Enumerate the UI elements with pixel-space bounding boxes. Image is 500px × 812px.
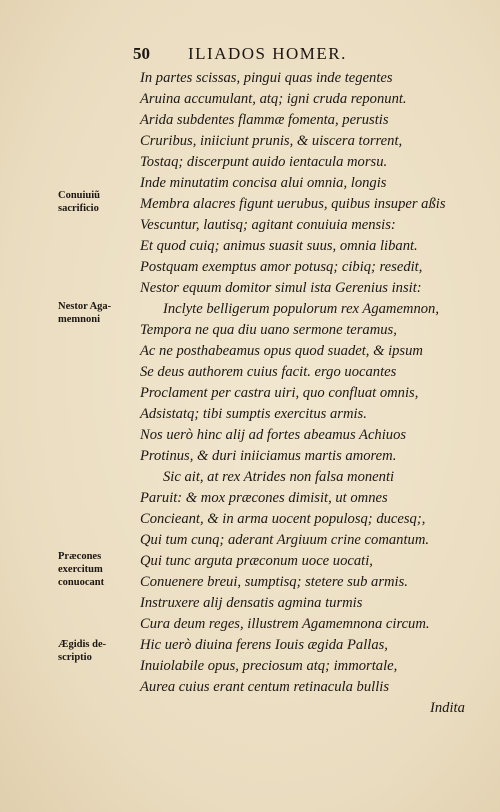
verse-line: Arida subdentes flammæ fomenta, perustis bbox=[140, 112, 389, 128]
verse-line: Et quod cuiq; animus suasit suus, omnia libant. bbox=[140, 238, 418, 254]
catchword: Indita bbox=[430, 700, 465, 716]
verse-line: Aruina accumulant, atq; igni cruda reponunt. bbox=[140, 91, 407, 107]
verse-line: Qui tum cunq; aderant Argiuum crine comantum. bbox=[140, 532, 430, 548]
verse-line: Instruxere alij densatis agmina turmis bbox=[140, 595, 363, 611]
verse-line: Vescuntur, lautisq; agitant conuiuia mensis: bbox=[140, 217, 396, 233]
verse-line: Adsistatq; tibi sumptis exercitus armis. bbox=[140, 406, 367, 422]
marginal-note-nestor: Nestor Aga- memnoni bbox=[58, 301, 112, 325]
verse-line: Ac ne posthabeamus opus quod suadet, & ipsum bbox=[140, 343, 423, 359]
verse-line: Sic ait, at rex Atrides non falsa monenti bbox=[163, 469, 395, 485]
verse-line: Tempora ne qua diu uano sermone teramus, bbox=[140, 322, 397, 338]
verse-line: Conuenere breui, sumptisq; stetere sub armis. bbox=[140, 574, 408, 590]
verse-line: Hic uerò diuina ferens Iouis ægida Pallas, bbox=[140, 637, 388, 653]
verse-line: Postquam exemptus amor potusq; cibiq; resedit, bbox=[140, 259, 423, 275]
page-header bbox=[0, 44, 500, 68]
running-title: ILIADOS HOMER. bbox=[188, 44, 347, 63]
verse-line: Paruit: & mox præcones dimisit, ut omnes bbox=[140, 490, 388, 506]
verse-line: Protinus, & duri iniiciamus martis amorem. bbox=[140, 448, 397, 464]
marginal-note-conuiuium: Conuiuiũ sacrificio bbox=[58, 190, 101, 214]
verse-line: Cura deum reges, illustrem Agamemnona circum. bbox=[140, 616, 430, 632]
verse-line: Aurea cuius erant centum retinacula bullis bbox=[140, 679, 389, 695]
verse-line: Qui tunc arguta præconum uoce uocati, bbox=[140, 553, 373, 569]
verse-line: Proclament per castra uiri, quo confluat omnis, bbox=[140, 385, 419, 401]
marginal-note-praecones: Præcones exercitum conuocant bbox=[58, 551, 105, 588]
verse-line: Se deus authorem cuius facit. ergo uocantes bbox=[140, 364, 397, 380]
verse-line: Nos uerò hinc alij ad fortes abeamus Achiuos bbox=[140, 427, 407, 443]
verse-line: Inde minutatim concisa alui omnia, longis bbox=[140, 175, 387, 191]
verse-line: Tostaq; discerpunt auido ientacula morsu. bbox=[140, 154, 388, 170]
verse-line: Inuiolabile opus, preciosum atq; immortale, bbox=[140, 658, 398, 674]
page-number: 50 bbox=[133, 44, 150, 63]
verse-line: Nestor equum domitor simul ista Gerenius insit: bbox=[140, 280, 422, 296]
verse-line: Cruribus, iniiciunt prunis, & uiscera torrent, bbox=[140, 133, 403, 149]
verse-line: Concieant, & in arma uocent populosq; ducesq;, bbox=[140, 511, 426, 527]
verse-line: Membra alacres figunt uerubus, quibus insuper aßis bbox=[140, 196, 446, 212]
verse-line: Inclyte belligerum populorum rex Agamemnon, bbox=[163, 301, 440, 317]
marginal-note-aegidis: Ægidis de- scriptio bbox=[58, 639, 107, 663]
verse-line: In partes scissas, pingui quas inde tegentes bbox=[140, 70, 393, 86]
